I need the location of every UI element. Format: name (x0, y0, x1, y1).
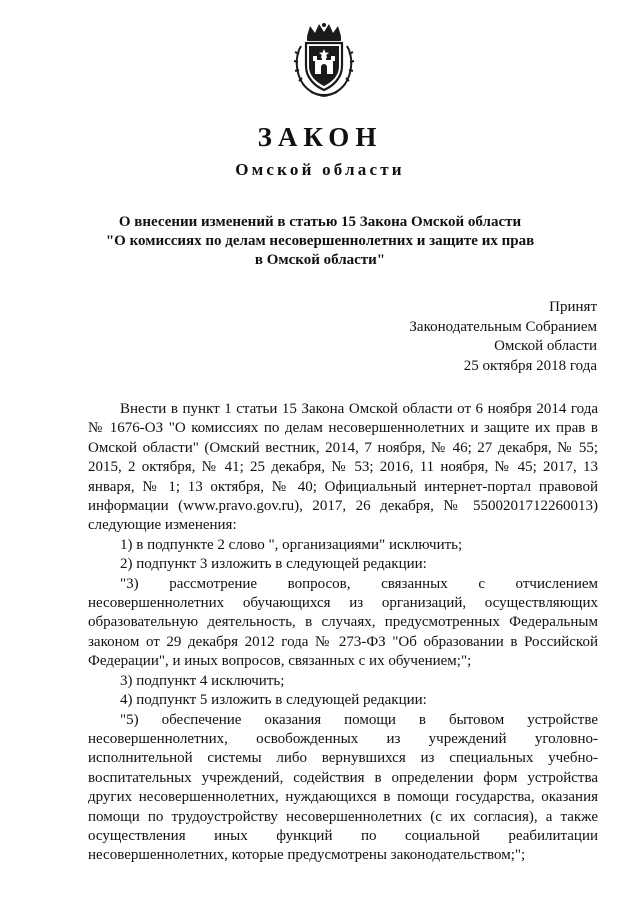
amendment-quoted-text: "5) обеспечение оказания помощи в бытовом устройстве несовершеннолетних, освобожденных из учреждений уголовно-исполнительной системы либо вернувшихся из специальных учебно-воспитательных учреждений, содействия в определении форм устройства других несовершеннолетних, нуждающихся в помощи государства, оказания помощи по трудоустройству несовершеннолетних (с их согласия), а также осуществления иных функций по социальной реабилитации несовершеннолетних, которые предусмотрены законодательством;"; (88, 711, 598, 864)
amendment-item: 1) в подпункте 2 слово ", организациями" исключить; (120, 536, 463, 553)
adoption-line: Законодательным Собранием (409, 318, 597, 335)
adoption-line: Омской области (494, 338, 597, 354)
adoption-block (409, 298, 597, 376)
amendment-item: 3) подпункт 4 исключить; (120, 672, 285, 689)
adoption-line: Принят (549, 299, 597, 315)
amendment-item: 2) подпункт 3 изложить в следующей редакции: (120, 556, 427, 573)
document-subtitle: Омской области (235, 160, 405, 179)
law-heading-line: О внесении изменений в статью 15 Закона Омской области (118, 214, 522, 230)
law-heading (90, 213, 550, 270)
adoption-date: 25 октября 2018 года (463, 357, 597, 374)
amendment-quoted-text: "3) рассмотрение вопросов, связанных с отчислением несовершеннолетних обучающихся из организаций, осуществляющих образовательную деятельность, в случаях, предусмотренных Федеральным законом от 29 декабря 2012 года № 273-ФЗ "Об образовании в Российской Федерации", и иных вопросов, связанных с их обучением;"; (88, 575, 598, 670)
intro-paragraph: Внести в пункт 1 статьи 15 Закона Омской области от 6 ноября 2014 года № 1676-ОЗ "О комиссиях по делам несовершеннолетних и защите их прав в Омской области" (Омский вестник, 2014, 7 ноября, № 46; 27 декабря, № 55; 2015, 2 октября, № 41; 25 декабря, № 53; 2016, 11 ноября, № 45; 2017, 13 января, № 1; 13 октября, № 40; Официальный интернет-портал правовой информации (www.pravo.gov.ru), 2017, 26 декабря, № 5500201712260013) следующие изменения: (88, 401, 598, 534)
law-heading-line: "О комиссиях по делам несовершеннолетних и защите их прав (105, 233, 535, 249)
law-heading-line: в Омской области" (254, 252, 386, 268)
document-title: ЗАКОН (257, 122, 383, 152)
law-body (88, 400, 598, 866)
omsk-oblast-coat-of-arms-icon (293, 22, 355, 98)
amendment-item: 4) подпункт 5 изложить в следующей редакции: (120, 692, 427, 709)
